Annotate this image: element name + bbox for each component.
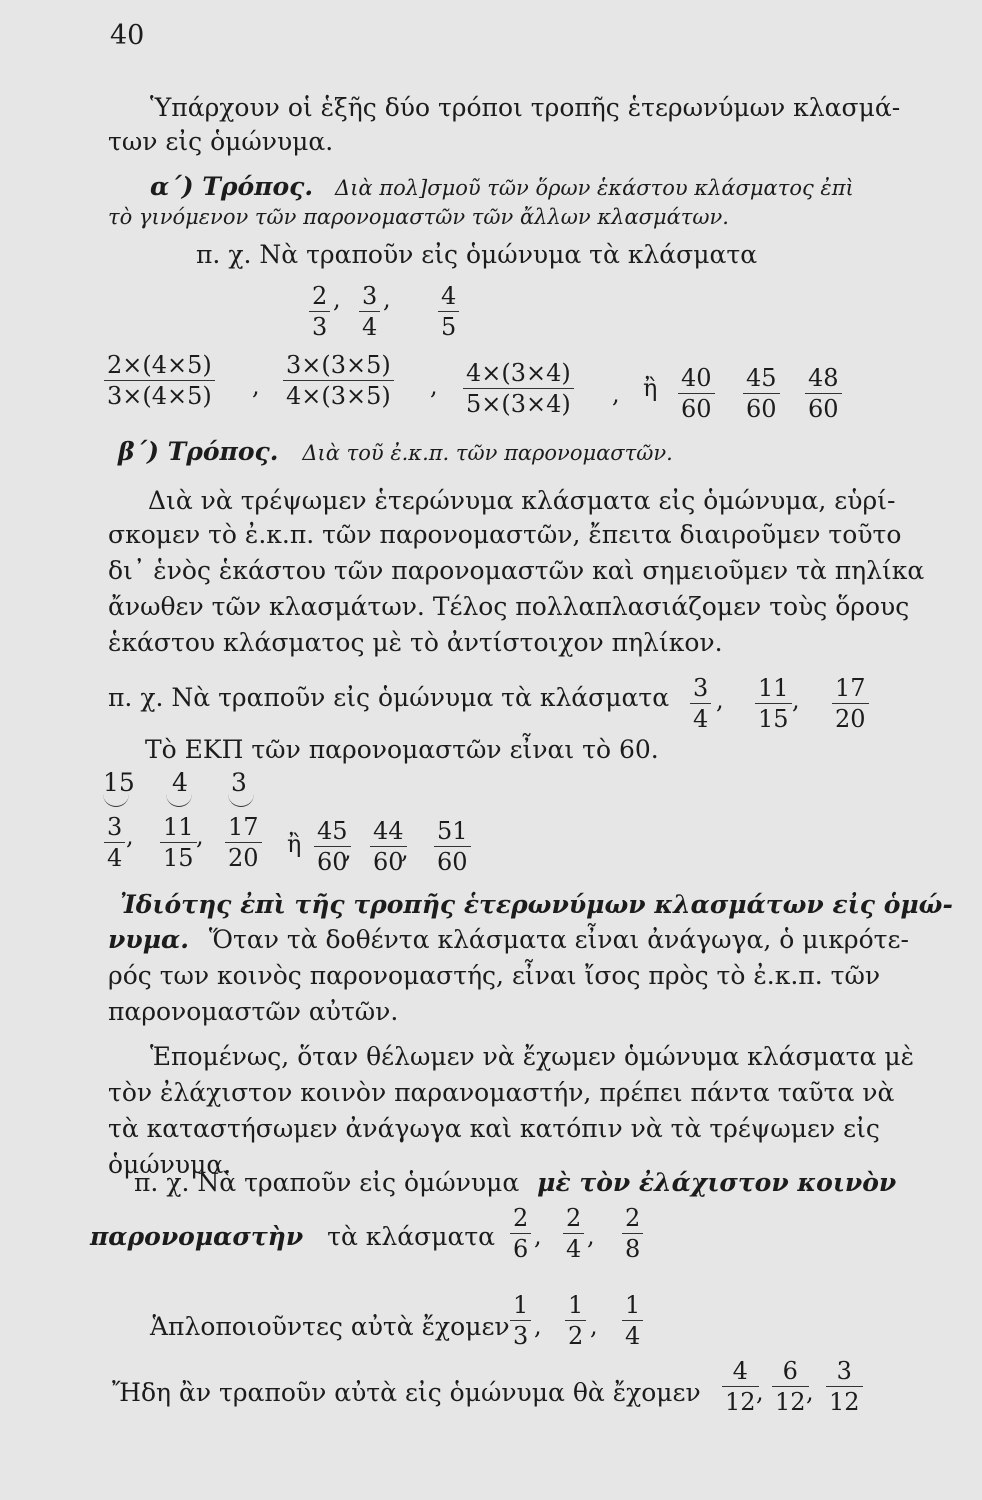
page-number: 40 bbox=[110, 20, 145, 51]
expanded-fraction-1: $\frac{2\times(4\times 5)}{3\times(4\times 5)}$ bbox=[104, 352, 215, 409]
ekp-line: Τὸ ΕΚΠ τῶν παρονομαστῶν εἶναι τὸ 60. bbox=[145, 735, 659, 764]
result-fraction-b2: $\frac{44}{60}$ bbox=[370, 818, 407, 875]
fraction-b1: $\frac{3}{4}$ bbox=[690, 675, 711, 732]
method-b-example-line: π. χ. Νὰ τραποῦν εἰς ὁμώνυμα τὰ κλάσματα bbox=[108, 683, 670, 712]
method-b-heading bbox=[118, 437, 673, 468]
fraction-c3: $\frac{2}{8}$ bbox=[622, 1205, 643, 1262]
simplified-3: $\frac{1}{4}$ bbox=[622, 1292, 643, 1349]
quotient-1: 15 bbox=[103, 768, 135, 797]
property-title-2: νυμα. bbox=[108, 925, 189, 954]
method-b-label: β΄) Τρόπος. bbox=[118, 437, 279, 466]
property-text-4: παρονομαστῶν αὐτῶν. bbox=[108, 997, 399, 1026]
method-b-para-5: ἑκάστου κλάσματος μὲ τὸ ἀντίστοιχον πηλίκον. bbox=[108, 628, 723, 657]
final-fraction-3: $\frac{3}{12}$ bbox=[826, 1358, 863, 1415]
method-a-desc-1: Διὰ πολ]σμοῦ τῶν ὅρων ἑκάστου κλάσματος ἐπὶ bbox=[335, 176, 854, 200]
book-page: 40 Ὑπάρχουν οἱ ἑξῆς δύο τρόποι τροπῆς ἑτερωνύμων κλασμά- των εἰς ὁμώνυμα. α΄) Τρόπος. Διὰ πολ]σμοῦ τῶν ὅρων ἑκάστου κλάσματος ἐπὶ τὸ γινόμενον τῶν παρονομαστῶν τῶν ἄλλων κλασμάτων. π. χ. Νὰ τραποῦν εἰς ὁμώνυμα τὰ κλάσματα $\frac{2}{3}$ , $\frac{3}{4}$ , $\frac{4}{5}$ $\frac{2\times(4\times 5)}{3\times(4\times 5)}$ , $\frac{3\times(3\times 5)}{4\times(3\times 5)}$ , $\frac{4\times(3\times 4)}{5\times(3\times 4)}$ , ἢ $\frac{40}{60}$ $\frac{45}{60}$ $\frac{48}{60}$ β΄) Τρόπος. Διὰ τοῦ ἐ.κ.π. τῶν παρονομαστῶν. Διὰ νὰ τρέψωμεν ἑτερώνυμα κλάσματα εἰς ὁμώνυμα, εὑρί- σκομεν τὸ ἐ.κ.π. τῶν παρονομαστῶν, ἔπειτα διαιροῦμεν τοῦτο δι᾿ ἑνὸς ἑκάστου τῶν παρονομαστῶν καὶ σημειοῦμεν τὰ πηλίκα ἄνωθεν τῶν κλασμάτων. Τέλος πολλαπλασιάζομεν τοὺς ὅρους ἑκάστου κλάσματος μὲ τὸ ἀντίστοιχον πηλίκον. π. χ. Νὰ τραποῦν εἰς ὁμώνυμα τὰ κλάσματα $\frac{3}{4}$ , $\frac{11}{15}$ , $\frac{17}{20}$ Τὸ ΕΚΠ τῶν παρονομαστῶν εἶναι τὸ 60. 15 4 3 $\frac{3}{4}$ , $\frac{11}{15}$ , $\frac{17}{20}$ ἢ $\frac{45}{60}$ , $\frac{44}{60}$ , $\frac{51}{60}$ Ἰδιότης ἐπὶ τῆς τροπῆς ἑτερωνύμων κλασμάτων εἰς ὁμώ- νυμα. Ὅταν τὰ δοθέντα κλάσματα εἶναι ἀνάγωγα, ὁ μικρότε- ρός των κοινὸς παρονομαστής, εἶναι ἴσος πρὸς τὸ ἐ.κ.π. τῶν παρονομαστῶν αὐτῶν. Ἑπομένως, ὅταν θέλωμεν νὰ ἔχωμεν ὁμώνυμα κλάσματα μὲ τὸν ἐλάχιστον κοινὸν παρανομαστήν, πρέπει πάντα ταῦτα νὰ τὰ καταστήσωμεν ἀνάγωγα καὶ κατόπιν νὰ τὰ τρέψωμεν εἰς ὁμώνυμα. π. χ. Νὰ τραποῦν εἰς ὁμώνυμα μὲ τὸν ἐλάχιστον κοινὸν παρονομαστὴν τὰ κλάσματα $\frac{2}{6}$ , $\frac{2}{4}$ , $\frac{2}{8}$ Ἁπλοποιοῦντες αὐτὰ ἔχομεν $\frac{1}{3}$ , $\frac{1}{2}$ , $\frac{1}{4}$ Ἤδη ἂν τραποῦν αὐτὰ εἰς ὁμώνυμα θὰ ἔχομεν $\frac{4}{12}$ , $\frac{6}{12}$ , $\frac{3}{12}$ bbox=[90, 20, 953, 1416]
consequence-1: Ἑπομένως, ὅταν θέλωμεν νὰ ἔχωμεν ὁμώνυμα κλάσματα μὲ bbox=[150, 1042, 915, 1071]
simplified-2: $\frac{1}{2}$ bbox=[565, 1292, 586, 1349]
result-fraction-b1: $\frac{45}{60}$ bbox=[314, 818, 351, 875]
final-fraction-1: $\frac{4}{12}$ bbox=[722, 1358, 759, 1415]
fraction-b1-copy: $\frac{3}{4}$ bbox=[104, 814, 125, 871]
quotient-arc-2 bbox=[166, 794, 192, 807]
intro-line-1: Ὑπάρχουν οἱ ἑξῆς δύο τρόποι τροπῆς ἑτερωνύμων κλασμά- bbox=[150, 93, 901, 122]
property-text-3: ρός των κοινὸς παρονομαστής, εἶναι ἴσος πρὸς τὸ ἐ.κ.π. τῶν bbox=[108, 961, 881, 990]
property-title-1: Ἰδιότης ἐπὶ τῆς τροπῆς ἑτερωνύμων κλασμάτων εἰς ὁμώ- bbox=[120, 890, 953, 919]
fraction-a2: $\frac{3}{4}$ bbox=[359, 283, 380, 340]
quotient-arc-3 bbox=[228, 794, 254, 807]
quotient-arc-1 bbox=[103, 794, 129, 807]
fraction-b3-copy: $\frac{17}{20}$ bbox=[225, 814, 262, 871]
fraction-c1: $\frac{2}{6}$ bbox=[510, 1205, 531, 1262]
method-b-para-3: δι᾿ ἑνὸς ἑκάστου τῶν παρονομαστῶν καὶ σημειοῦμεν τὰ πηλίκα bbox=[108, 556, 925, 585]
final-text: Ἤδη ἂν τραποῦν αὐτὰ εἰς ὁμώνυμα θὰ ἔχομεν bbox=[112, 1378, 701, 1407]
simplify-text: Ἁπλοποιοῦντες αὐτὰ ἔχομεν bbox=[150, 1312, 510, 1341]
result-fraction-a2: $\frac{45}{60}$ bbox=[743, 365, 780, 422]
result-fraction-b3: $\frac{51}{60}$ bbox=[434, 818, 471, 875]
method-a-heading bbox=[150, 172, 854, 203]
property-text-2: Ὅταν τὰ δοθέντα κλάσματα εἶναι ἀνάγωγα, ὁ μικρότε- bbox=[208, 925, 909, 954]
consequence-2: τὸν ἐλάχιστον κοινὸν παρανομαστήν, πρέπει πάντα ταῦτα νὰ bbox=[108, 1078, 895, 1107]
consequence-3: τὰ καταστήσωμεν ἀνάγωγα καὶ κατόπιν νὰ τὰ τρέψωμεν εἰς bbox=[108, 1114, 880, 1143]
simplified-1: $\frac{1}{3}$ bbox=[510, 1292, 531, 1349]
intro-line-2: των εἰς ὁμώνυμα. bbox=[108, 127, 334, 156]
method-b-para-1: Διὰ νὰ τρέψωμεν ἑτερώνυμα κλάσματα εἰς ὁμώνυμα, εὑρί- bbox=[148, 486, 896, 515]
or-word-b: ἢ bbox=[287, 830, 302, 858]
result-fraction-a1: $\frac{40}{60}$ bbox=[678, 365, 715, 422]
fraction-c2: $\frac{2}{4}$ bbox=[563, 1205, 584, 1262]
example3-line-1: π. χ. Νὰ τραποῦν εἰς ὁμώνυμα μὲ τὸν ἐλάχιστον κοινὸν bbox=[134, 1168, 897, 1197]
method-b-para-2: σκομεν τὸ ἐ.κ.π. τῶν παρονομαστῶν, ἔπειτα διαιροῦμεν τοῦτο bbox=[108, 520, 902, 549]
quotient-3: 3 bbox=[231, 768, 247, 797]
example3-line-2: παρονομαστὴν τὰ κλάσματα bbox=[90, 1222, 496, 1251]
quotient-2: 4 bbox=[172, 768, 188, 797]
or-word-a: ἢ bbox=[643, 374, 658, 402]
method-b-desc: Διὰ τοῦ ἐ.κ.π. τῶν παρονομαστῶν. bbox=[302, 441, 673, 465]
fraction-a3: $\frac{4}{5}$ bbox=[438, 283, 459, 340]
property-line-2 bbox=[108, 925, 909, 955]
result-fraction-a3: $\frac{48}{60}$ bbox=[805, 365, 842, 422]
method-a-example-line: π. χ. Νὰ τραποῦν εἰς ὁμώνυμα τὰ κλάσματα bbox=[196, 240, 758, 269]
method-a-desc-2: τὸ γινόμενον τῶν παρονομαστῶν τῶν ἄλλων κλασμάτων. bbox=[108, 205, 729, 229]
fraction-b3: $\frac{17}{20}$ bbox=[832, 675, 869, 732]
fraction-b2: $\frac{11}{15}$ bbox=[755, 675, 792, 732]
method-b-para-4: ἄνωθεν τῶν κλασμάτων. Τέλος πολλαπλασιάζομεν τοὺς ὅρους bbox=[108, 592, 910, 621]
expanded-fraction-3: $\frac{4\times(3\times 4)}{5\times(3\times 4)}$ bbox=[463, 360, 574, 417]
expanded-fraction-2: $\frac{3\times(3\times 5)}{4\times(3\times 5)}$ bbox=[283, 352, 394, 409]
fraction-a1: $\frac{2}{3}$ bbox=[309, 283, 330, 340]
method-a-label: α΄) Τρόπος. bbox=[150, 172, 314, 201]
final-fraction-2: $\frac{6}{12}$ bbox=[772, 1358, 809, 1415]
fraction-b2-copy: $\frac{11}{15}$ bbox=[160, 814, 197, 871]
consequence-4: ὁμώνυμα. bbox=[108, 1150, 232, 1179]
